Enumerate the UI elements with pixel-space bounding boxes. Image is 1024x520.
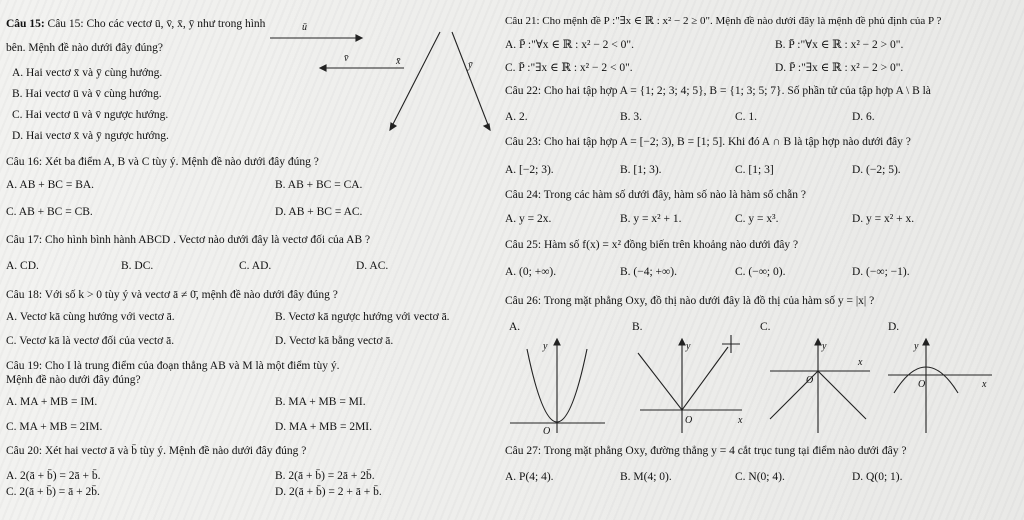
q23-stem: Câu 23: Cho hai tập hợp A = [−2; 3), B = [1; 5]. Khi đó A ∩ B là tập hợp nào dưới đây ?: [505, 136, 911, 148]
q25-option-c: C. (−∞; 0).: [735, 266, 786, 278]
q18-option-c: C. Vectơ kā là vectơ đối của vectơ ā.: [6, 335, 175, 347]
q26-stem: Câu 26: Trong mặt phẳng Oxy, đồ thị nào dưới đây là đồ thị của hàm số y = |x| ?: [505, 295, 875, 307]
q18-option-b: B. Vectơ kā ngược hướng với vectơ ā.: [275, 311, 450, 323]
graph-b-y-label: y: [686, 341, 691, 352]
q23-option-b: B. [1; 3).: [620, 164, 662, 176]
q24-option-a: A. y = 2x.: [505, 213, 552, 225]
q17-option-b: B. DC.: [121, 260, 154, 272]
vector-x-label: x̄: [396, 56, 401, 67]
q23-option-c: C. [1; 3]: [735, 164, 774, 176]
vector-v-label: v̄: [344, 53, 349, 64]
q18-stem: Câu 18: Với số k > 0 tùy ý và vectơ ā ≠ 0̄, mệnh đề nào dưới đây đúng ?: [6, 289, 338, 301]
q21-option-b: B. P̄ :"∀x ∈ ℝ : x² − 2 > 0".: [775, 39, 904, 51]
q18-option-a: A. Vectơ kā cùng hướng với vectơ ā.: [6, 311, 175, 323]
q24-option-b: B. y = x² + 1.: [620, 213, 682, 225]
q23-option-a: A. [−2; 3).: [505, 164, 554, 176]
q26-graph-a: [505, 335, 610, 435]
q22-option-d: D. 6.: [852, 111, 875, 123]
q17-option-d: D. AC.: [356, 260, 389, 272]
q26-option-a: A.: [509, 321, 521, 333]
graph-a-y-label: y: [543, 341, 548, 352]
graph-d-y-label: y: [914, 341, 919, 352]
q22-option-b: B. 3.: [620, 111, 643, 123]
q26-graph-c: [762, 335, 874, 435]
q19-stem-line2: Mệnh đề nào dưới đây đúng?: [6, 374, 141, 386]
q22-option-c: C. 1.: [735, 111, 758, 123]
q15-stem-line2: bên. Mệnh đề nào dưới đây đúng?: [6, 42, 163, 54]
q15-option-a: A. Hai vectơ x̄ và ȳ cùng hướng.: [12, 67, 163, 79]
q15-stem-line1: Câu 15: Câu 15: Cho các vectơ ū, v̄, x̄, ȳ như trong hình: [6, 18, 266, 30]
q17-option-c: C. AD.: [239, 260, 272, 272]
q18-option-d: D. Vectơ kā bằng vectơ ā.: [275, 335, 394, 347]
q27-option-a: A. P(4; 4).: [505, 471, 554, 483]
q19-option-a: A. MA + MB = IM.: [6, 396, 98, 408]
q24-stem: Câu 24: Trong các hàm số dưới đây, hàm số nào là hàm số chẵn ?: [505, 189, 806, 201]
graph-d-x-label: x: [982, 379, 987, 390]
q26-graph-d: [884, 335, 996, 435]
q16-stem: Câu 16: Xét ba điểm A, B và C tùy ý. Mệnh đề nào dưới đây đúng ?: [6, 156, 319, 168]
q21-option-d: D. P̄ :"∃x ∈ ℝ : x² − 2 > 0".: [775, 62, 904, 74]
q22-stem: Câu 22: Cho hai tập hợp A = {1; 2; 3; 4; 5}, B = {1; 3; 5; 7}. Số phần tử của tập hợp A \ B là: [505, 85, 931, 97]
q25-option-d: D. (−∞; −1).: [852, 266, 910, 278]
q25-stem: Câu 25: Hàm số f(x) = x² đồng biến trên khoảng nào dưới đây ?: [505, 239, 799, 251]
q19-option-d: D. MA + MB = 2MI.: [275, 421, 372, 433]
q15-option-d: D. Hai vectơ x̄ và ȳ ngược hướng.: [12, 130, 169, 142]
vector-u-label: ū: [302, 22, 307, 33]
q15-option-b: B. Hai vectơ ū và v̄ cùng hướng.: [12, 88, 162, 100]
graph-a-origin-label: O: [543, 426, 551, 437]
graph-b-origin-label: O: [685, 415, 693, 426]
q16-option-c: C. AB + BC = CB.: [6, 206, 93, 218]
q24-option-d: D. y = x² + x.: [852, 213, 915, 225]
q27-option-b: B. M(4; 0).: [620, 471, 672, 483]
graph-c-y-label: y: [822, 341, 827, 352]
q25-option-a: A. (0; +∞).: [505, 266, 557, 278]
graph-c-origin-label: O: [806, 375, 814, 386]
graph-c-x-label: x: [858, 357, 863, 368]
q27-option-d: D. Q(0; 1).: [852, 471, 903, 483]
q27-option-c: C. N(0; 4).: [735, 471, 785, 483]
q15-vector-figure: [262, 12, 498, 147]
graph-d-origin-label: O: [918, 379, 926, 390]
q21-option-a: A. P̄ :"∀x ∈ ℝ : x² − 2 < 0".: [505, 39, 634, 51]
q26-option-c: C.: [760, 321, 771, 333]
q20-option-b: B. 2(ā + b̄) = 2ā + 2b̄.: [275, 470, 375, 482]
q19-stem-line1: Câu 19: Cho I là trung điểm của đoạn thẳng AB và M là một điểm tùy ý.: [6, 360, 340, 372]
q22-option-a: A. 2.: [505, 111, 528, 123]
q20-option-c: C. 2(ā + b̄) = ā + 2b̄.: [6, 486, 100, 498]
q21-option-c: C. P̄ :"∃x ∈ ℝ : x² − 2 < 0".: [505, 62, 633, 74]
q27-stem: Câu 27: Trong mặt phẳng Oxy, đường thẳng y = 4 cắt trục tung tại điểm nào dưới đây ?: [505, 445, 907, 457]
q19-option-b: B. MA + MB = MI.: [275, 396, 366, 408]
q20-option-a: A. 2(ā + b̄) = 2ā + b̄.: [6, 470, 101, 482]
q23-option-d: D. (−2; 5).: [852, 164, 901, 176]
q21-stem: Câu 21: Cho mệnh đề P :"∃x ∈ ℝ : x² − 2 ≥ 0". Mệnh đề nào dưới đây là mệnh đề phủ định của P ?: [505, 15, 942, 27]
q16-option-d: D. AB + BC = AC.: [275, 206, 363, 218]
q26-option-d: D.: [888, 321, 900, 333]
q16-option-a: A. AB + BC = BA.: [6, 179, 95, 191]
q24-option-c: C. y = x³.: [735, 213, 779, 225]
q20-option-d: D. 2(ā + b̄) = 2 + ā + b̄.: [275, 486, 382, 498]
q20-stem: Câu 20: Xét hai vectơ ā và b̄ tùy ý. Mệnh đề nào dưới đây đúng ?: [6, 445, 307, 457]
q26-option-b: B.: [632, 321, 643, 333]
q17-stem: Câu 17: Cho hình bình hành ABCD . Vectơ nào dưới đây là vectơ đối của AB ?: [6, 234, 371, 246]
q25-option-b: B. (−4; +∞).: [620, 266, 677, 278]
q17-option-a: A. CD.: [6, 260, 39, 272]
q15-option-c: C. Hai vectơ ū và v̄ ngược hướng.: [12, 109, 169, 121]
q16-option-b: B. AB + BC = CA.: [275, 179, 363, 191]
vector-y-label: ȳ: [468, 60, 473, 71]
q26-graph-b: [630, 335, 745, 435]
q19-option-c: C. MA + MB = 2IM.: [6, 421, 103, 433]
graph-b-x-label: x: [738, 415, 743, 426]
